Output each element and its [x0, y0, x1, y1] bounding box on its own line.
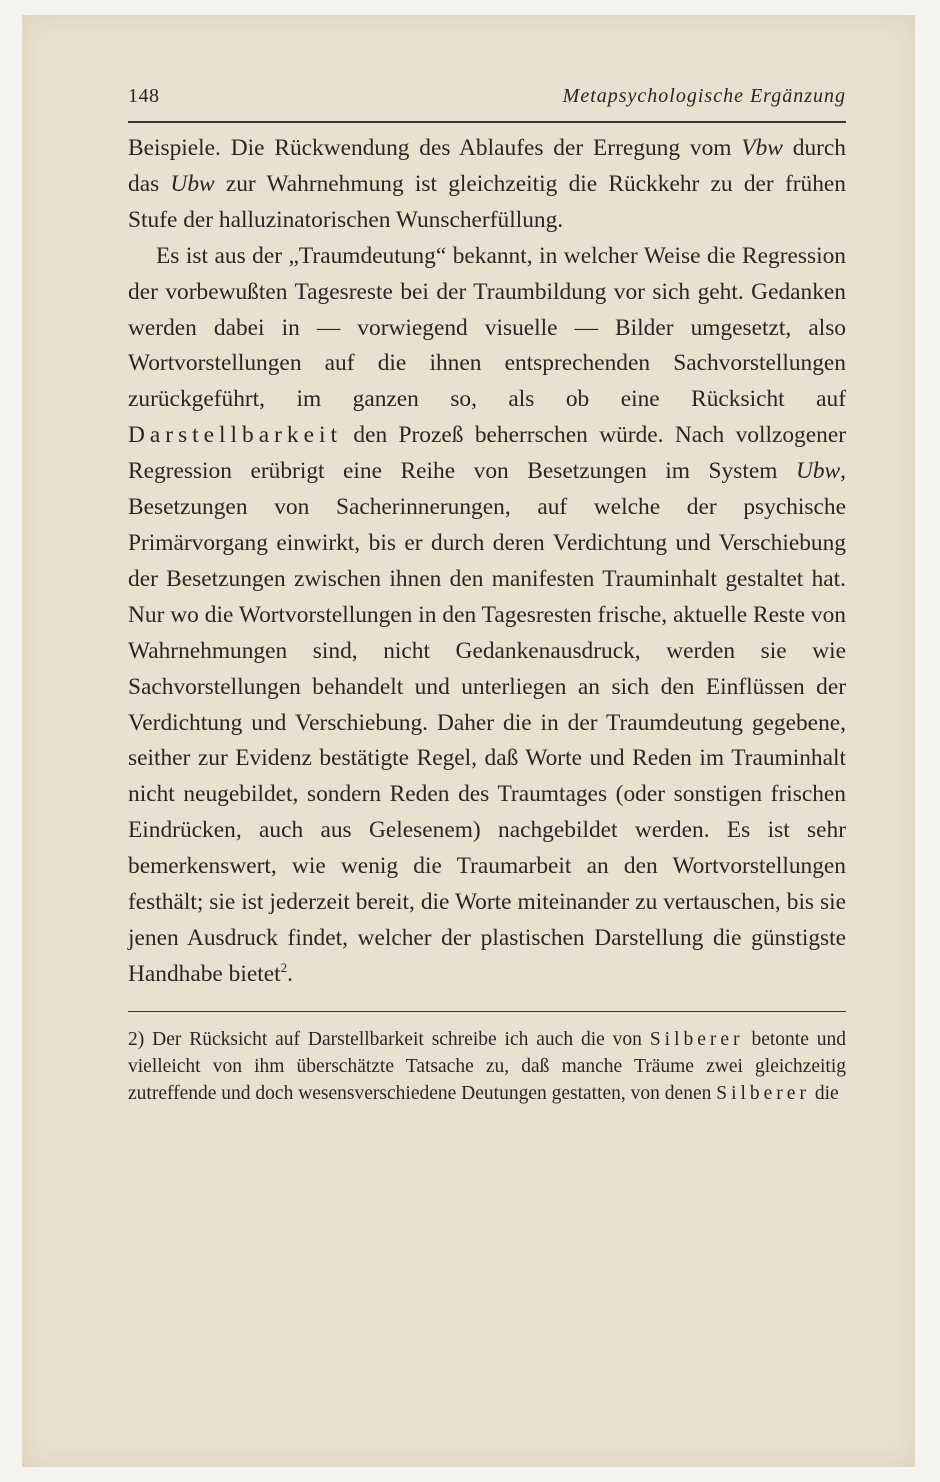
- paragraph-1: [128, 131, 846, 239]
- spaced-term: Silberer: [716, 1082, 810, 1104]
- text-run: den Prozeß beherrschen würde. Nach vollzogener Regression erübrigt eine Reihe von Besetzungen im System: [128, 422, 846, 485]
- header-rule: [128, 121, 846, 123]
- book-page: [22, 15, 915, 1467]
- footnote-reference: 2: [280, 960, 288, 976]
- text-run: durch das: [128, 135, 847, 197]
- spaced-term: Silberer: [649, 1028, 744, 1050]
- text-run: betonte und vielleicht von ihm überschätzte Tatsache zu, daß manche Träume zwei gleichzeitig zutreffende und doch wesensverschiedene Deutungen gestatten, von denen: [128, 1028, 846, 1104]
- running-title: Metapsychologische Ergänzung: [562, 85, 846, 107]
- running-head: [128, 85, 846, 119]
- text-run: 2) Der Rücksicht auf Darstellbarkeit schreibe ich auch die von: [128, 1028, 650, 1050]
- italic-term: Ubw: [795, 458, 841, 485]
- page-content: [128, 85, 846, 1107]
- text-run: zur Wahrnehmung ist gleichzeitig die Rückkehr zu der frühen Stufe der halluzinatorischen Wunscherfüllung.: [128, 170, 847, 233]
- text-run: die: [809, 1082, 839, 1104]
- text-run: , Besetzungen von Sacherinnerungen, auf welche der psychische Primärvorgang einwirkt, bis er durch deren Verdichtung und Verschiebung der Besetzungen zwischen ihnen den manifesten Trauminhalt gestaltet hat. Nur wo die Wortvorstellungen in den Tagesresten frische, aktuelle Reste von Wahrnehmungen sind, nicht Gedankenausdruck, werden sie wie Sachvorstellungen behandelt und unterliegen an sich den Einflüssen der Verdichtung und Verschiebung. Daher die in der Traumdeutung gegebene, seither zur Evidenz bestätigte Regel, daß Worte und Reden im Trauminhalt nicht neugebildet, sondern Reden des Traumtages (oder sonstigen frischen Eindrücken, auch aus Gelesenem) nachgebildet werden. Es ist sehr bemerkenswert, wie wenig die Traumarbeit an den Wortvorstellungen festhält; sie ist jederzeit bereit, die Worte miteinander zu vertauschen, bis sie jenen Ausdruck findet, welcher der plastischen Darstellung die günstigste Handhabe bietet: [128, 458, 846, 987]
- footnote-text: [128, 1026, 846, 1107]
- italic-term: Vbw: [741, 135, 783, 161]
- spaced-term: Darstellbarkeit: [128, 422, 342, 449]
- text-run: .: [287, 960, 293, 987]
- footnote: [128, 1026, 846, 1107]
- footnote-rule: [128, 1011, 846, 1012]
- text-run: Es ist aus der „Traumdeutung“ bekannt, in welcher Weise die Regression der vorbewußten Tagesreste bei der Traumbildung vor sich geht. Gedanken werden dabei in — vorwiegend visuelle — Bilder umgesetzt, also Wortvorstellungen auf die ihnen entsprechenden Sachvorstellungen zurückgeführt, im ganzen so, als ob eine Rücksicht auf: [128, 242, 846, 413]
- paragraph-2: [128, 239, 846, 993]
- italic-term: Ubw: [170, 170, 215, 197]
- text-run: Beispiele. Die Rückwendung des Ablaufes der Erregung vom: [128, 135, 742, 161]
- body-text: [128, 131, 846, 993]
- page-number: 148: [128, 85, 160, 107]
